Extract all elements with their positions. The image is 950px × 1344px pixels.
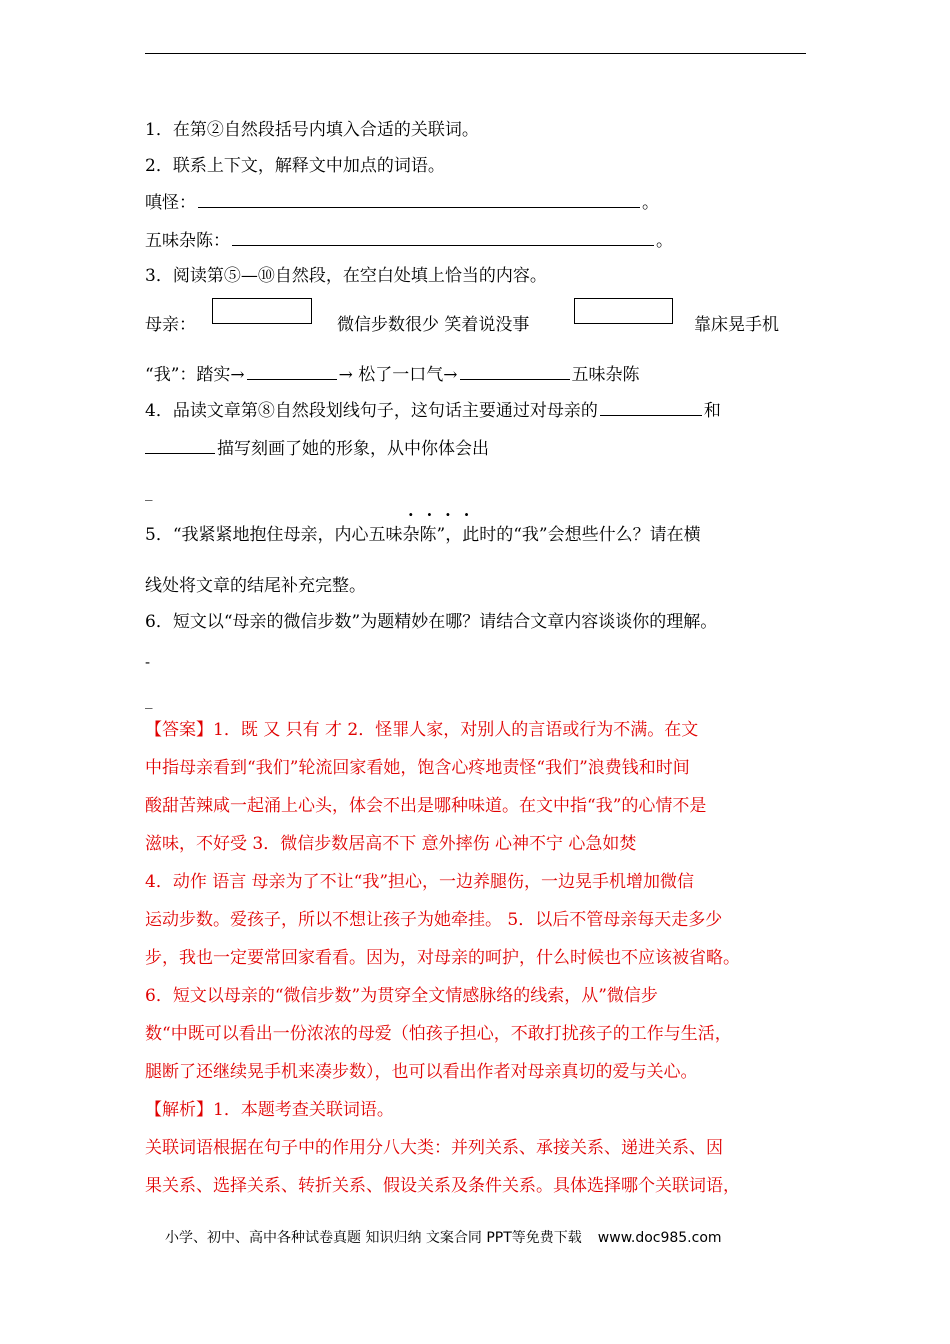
question-6: 6．短文以“母亲的微信步数”为题精妙在哪？请结合文章内容谈谈你的理解。 bbox=[145, 612, 718, 632]
answer-line-9: 数“中既可以看出一份浓浓的母爱（怕孩子担心，不敢打扰孩子的工作与生活， bbox=[145, 1024, 732, 1044]
q3-mother-end: 靠床晃手机 bbox=[694, 315, 779, 335]
term-label-chenguai: 嗔怪： bbox=[145, 193, 196, 213]
footer bbox=[165, 1227, 722, 1247]
answer-blank-q4-2[interactable] bbox=[145, 437, 215, 454]
answer-line-4: 滋味，不好受 3．微信步数居高不下 意外摔伤 心神不宁 心急如焚 bbox=[145, 834, 637, 854]
question-4-line2 bbox=[145, 437, 489, 460]
q4-answer-dash[interactable]: _ bbox=[145, 483, 153, 501]
answer-blank-chenguai[interactable] bbox=[198, 191, 640, 208]
q4-and: 和 bbox=[703, 401, 721, 421]
q4-text: 4．品读文章第⑧自然段划线句子，这句话主要通过对母亲的 bbox=[145, 401, 598, 421]
question-2: 2．联系上下文，解释文中加点的词语。 bbox=[145, 156, 445, 176]
question-2b bbox=[145, 229, 673, 252]
answer-box-2[interactable] bbox=[574, 298, 673, 324]
answer-line-10: 腿断了还继续晃手机来凑步数），也可以看出作者对母亲真切的爱与关心。 bbox=[145, 1062, 698, 1082]
emphasis-dots: ···· bbox=[408, 505, 483, 524]
header-rule bbox=[145, 53, 806, 54]
answer-line-7: 步，我也一定要常回家看看。因为，对母亲的呵护，什么时候也不应该被省略。 bbox=[145, 948, 740, 968]
answer-line-6: 运动步数。爱孩子，所以不想让孩子为她牵挂。 5．以后不管母亲每天走多少 bbox=[145, 910, 723, 930]
answer-blank-wuweizachen[interactable] bbox=[232, 229, 654, 246]
period: 。 bbox=[656, 231, 673, 251]
period: 。 bbox=[642, 193, 659, 213]
question-2a bbox=[145, 191, 659, 214]
q3-me-row bbox=[145, 363, 640, 386]
question-5-line2: 线处将文章的结尾补充完整。 bbox=[145, 576, 366, 596]
answer-box-1[interactable] bbox=[212, 298, 312, 324]
question-1: 1．在第②自然段括号内填入合适的关联词。 bbox=[145, 120, 479, 140]
answer-blank-q4-1[interactable] bbox=[600, 399, 702, 416]
q6-answer-dash-1[interactable]: - bbox=[145, 653, 151, 671]
q6-answer-dash-2[interactable]: _ bbox=[145, 691, 153, 709]
question-4-line1 bbox=[145, 399, 721, 422]
analysis-line-1: 关联词语根据在句子中的作用分八大类：并列关系、承接关系、递进关系、因 bbox=[145, 1138, 723, 1158]
answer-line-8: 6．短文以母亲的“微信步数”为贯穿全文情感脉络的线索，从”微信步 bbox=[145, 986, 658, 1006]
term-label-wuweizachen: 五味杂陈： bbox=[145, 231, 230, 251]
q3-me-end: 五味杂陈 bbox=[571, 365, 640, 385]
question-3: 3．阅读第⑤—⑩自然段，在空白处填上恰当的内容。 bbox=[145, 266, 547, 286]
answer-line-2: 中指母亲看到“我们”轮流回家看她，饱含心疼地责怪“我们”浪费钱和时间 bbox=[145, 758, 690, 778]
q3-me-mid: → 松了一口气→ bbox=[338, 365, 458, 385]
q4-text-2: 描写刻画了她的形象，从中你体会出 bbox=[217, 439, 489, 459]
analysis-heading: 【解析】1．本题考查关联词语。 bbox=[145, 1100, 394, 1120]
answer-line-3: 酸甜苦辣咸一起涌上心头，体会不出是哪种味道。在文中指“我”的心情不是 bbox=[145, 796, 707, 816]
question-5-line1: 5．“我紧紧地抱住母亲，内心五味杂陈”，此时的“我”会想些什么？请在横 bbox=[145, 525, 701, 545]
analysis-line-2: 果关系、选择关系、转折关系、假设关系及条件关系。具体选择哪个关联词语， bbox=[145, 1176, 740, 1196]
footer-text: 小学、初中、高中各种试卷真题 知识归纳 文案合同 PPT等免费下载 bbox=[165, 1230, 582, 1246]
q3-mother-mid: 微信步数很少 笑着说没事 bbox=[337, 315, 530, 335]
answer-line-1: 【答案】1．既 又 只有 才 2．怪罪人家，对别人的言语或行为不满。在文 bbox=[145, 720, 699, 740]
q3-mother-label: 母亲： bbox=[145, 315, 196, 335]
answer-blank-me-2[interactable] bbox=[460, 363, 570, 380]
answer-line-5: 4．动作 语言 母亲为了不让“我”担心，一边养腿伤，一边晃手机增加微信 bbox=[145, 872, 695, 892]
q3-me-label: “我”：踏实→ bbox=[145, 365, 245, 385]
footer-site-link[interactable]: www.doc985.com bbox=[597, 1230, 722, 1246]
answer-blank-me-1[interactable] bbox=[247, 363, 337, 380]
